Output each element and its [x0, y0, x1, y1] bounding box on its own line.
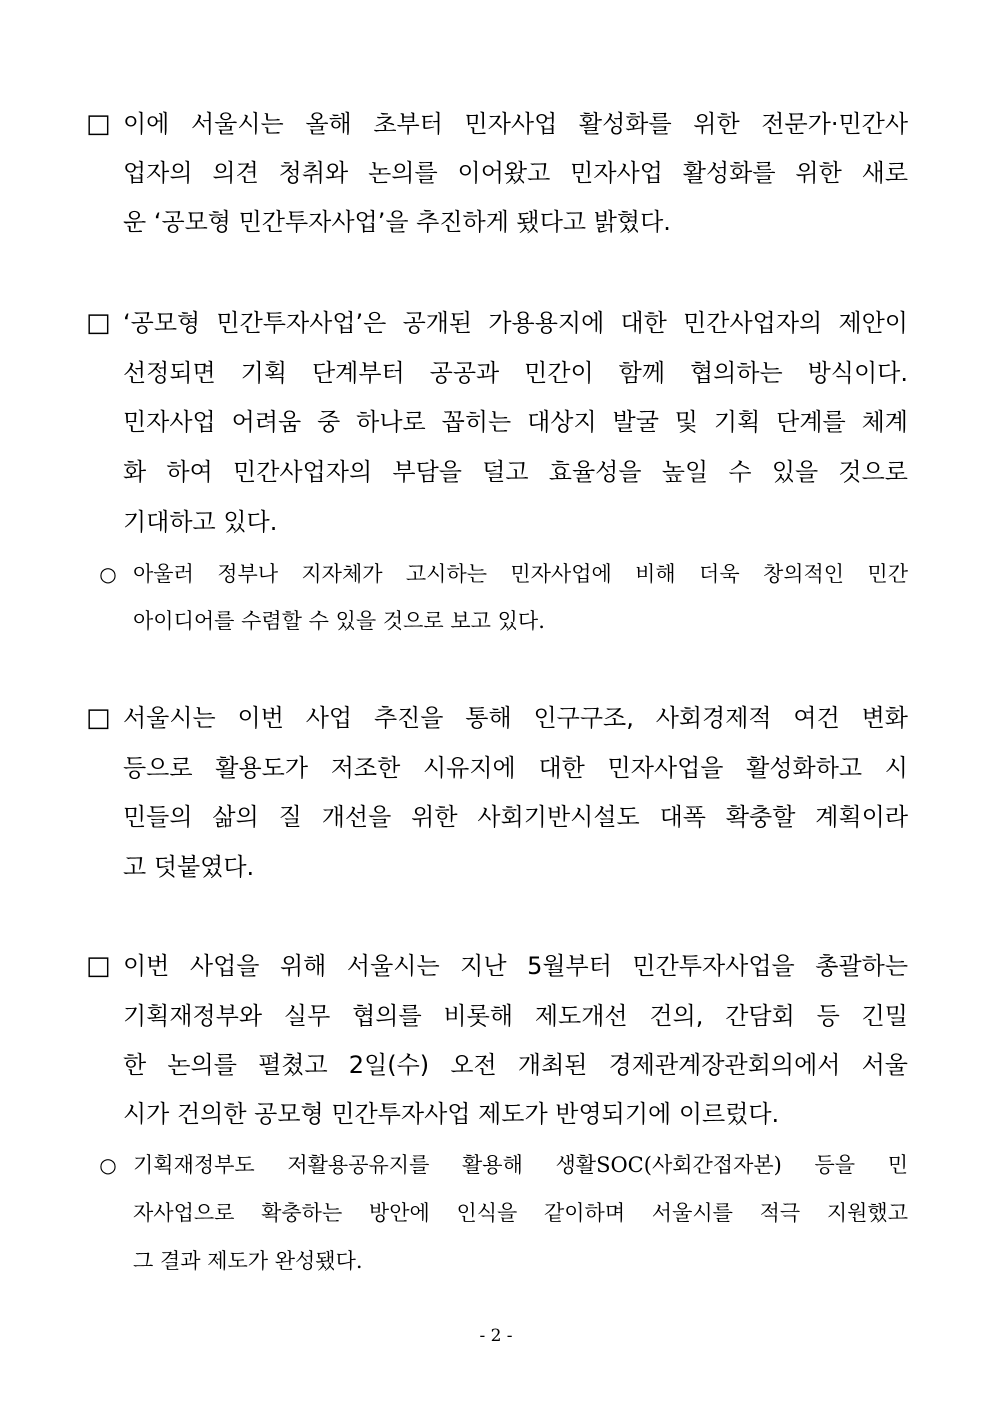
paragraph-4-line-4: 시가 건의한 공모형 민간투자사업 제도가 반영되기에 이르렀다. [123, 1100, 780, 1128]
paragraph-3-line-1: 서울시는 이번 사업 추진을 통해 인구구조, 사회경제적 여건 변화 [123, 704, 908, 732]
paragraph-2-line-3: 민자사업 어려움 중 하나로 꼽히는 대상지 발굴 및 기획 단계를 체계 [123, 408, 908, 436]
paragraph-1-line-3: 운 ‘공모형 민간투자사업’을 추진하게 됐다고 밝혔다. [123, 208, 671, 236]
box-bullet-icon: □ [86, 109, 111, 139]
paragraph-2-line-2: 선정되면 기획 단계부터 공공과 민간이 함께 협의하는 방식이다. [123, 359, 908, 387]
paragraph-1-line-2: 업자의 의견 청취와 논의를 이어왔고 민자사업 활성화를 위한 새로 [123, 159, 908, 187]
paragraph-2-sub-line-1: 아울러 정부나 지자체가 고시하는 민자사업에 비해 더욱 창의적인 민간 [133, 562, 908, 586]
circle-bullet-icon: ○ [99, 562, 117, 586]
paragraph-4-line-3: 한 논의를 펼쳤고 2일(수) 오전 개최된 경제관계장관회의에서 서울 [123, 1051, 908, 1079]
paragraph-2-sub-line-2: 아이디어를 수렴할 수 있을 것으로 보고 있다. [133, 609, 545, 633]
box-bullet-icon: □ [86, 703, 111, 733]
paragraph-2-line-5: 기대하고 있다. [123, 508, 278, 536]
page-number: - 2 - [479, 1326, 513, 1346]
paragraph-2-line-4: 화 하여 민간사업자의 부담을 덜고 효율성을 높일 수 있을 것으로 [123, 458, 908, 486]
paragraph-2-line-1: ‘공모형 민간투자사업’은 공개된 가용용지에 대한 민간사업자의 제안이 [123, 309, 908, 337]
paragraph-4-line-2: 기획재정부와 실무 협의를 비롯해 제도개선 건의, 간담회 등 긴밀 [123, 1002, 908, 1030]
paragraph-4-sub-line-2: 자사업으로 확충하는 방안에 인식을 같이하며 서울시를 적극 지원했고 [133, 1201, 908, 1225]
paragraph-3-line-4: 고 덧붙였다. [123, 853, 255, 881]
paragraph-3-line-2: 등으로 활용도가 저조한 시유지에 대한 민자사업을 활성화하고 시 [123, 754, 908, 782]
box-bullet-icon: □ [86, 308, 111, 338]
circle-bullet-icon: ○ [99, 1153, 117, 1177]
paragraph-4-sub-line-3: 그 결과 제도가 완성됐다. [133, 1249, 363, 1273]
paragraph-4-sub-line-1: 기획재정부도 저활용공유지를 활용해 생활SOC(사회간접자본) 등을 민 [133, 1153, 908, 1177]
paragraph-1-line-1: 이에 서울시는 올해 초부터 민자사업 활성화를 위한 전문가·민간사 [123, 110, 908, 138]
box-bullet-icon: □ [86, 951, 111, 981]
paragraph-4-line-1: 이번 사업을 위해 서울시는 지난 5월부터 민간투자사업을 총괄하는 [123, 952, 908, 980]
paragraph-3-line-3: 민들의 삶의 질 개선을 위한 사회기반시설도 대폭 확충할 계획이라 [123, 803, 908, 831]
